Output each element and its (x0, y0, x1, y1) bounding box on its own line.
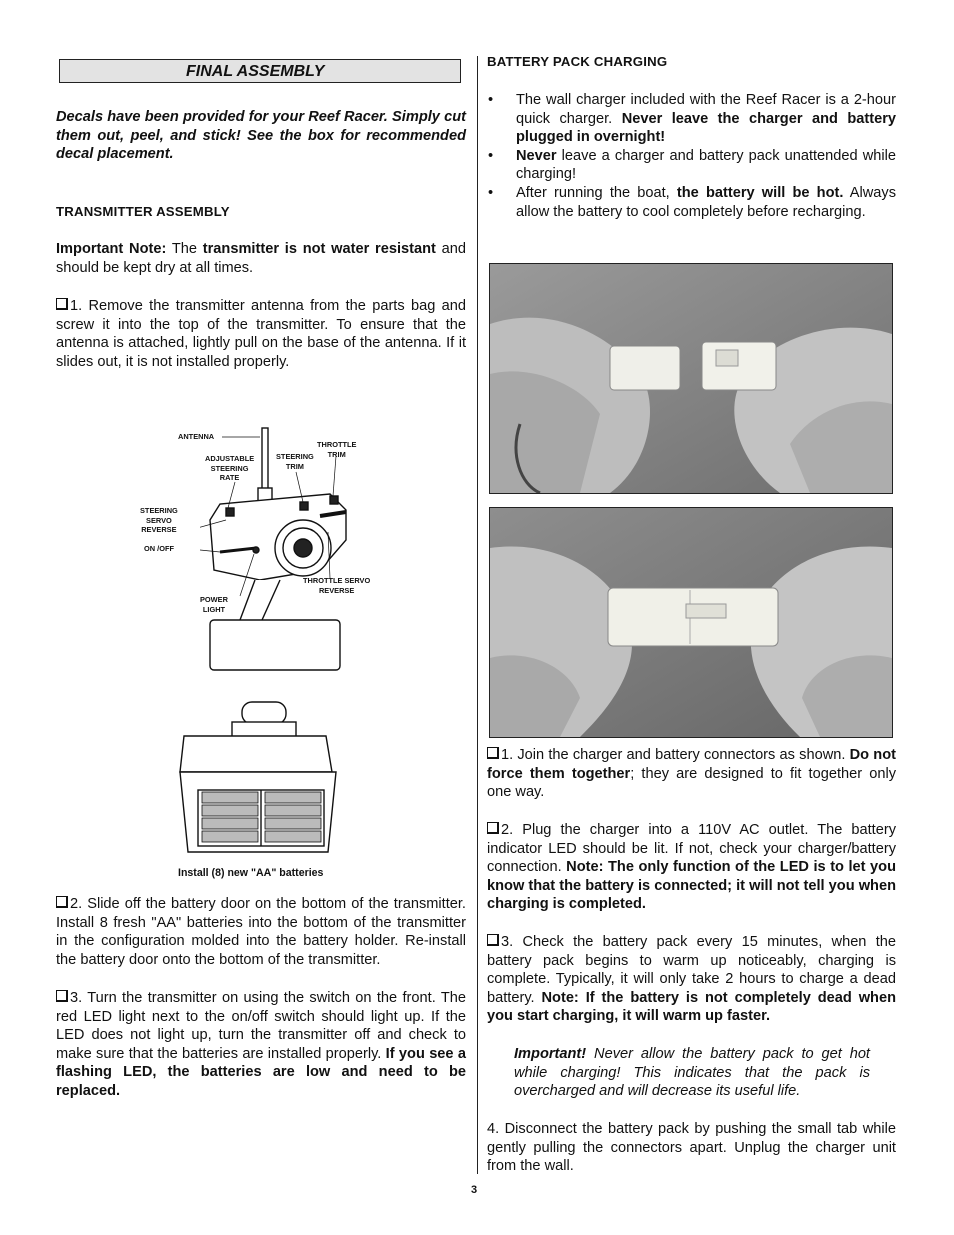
charging-heading: BATTERY PACK CHARGING (487, 54, 668, 69)
page-title: FINAL ASSEMBLY (186, 63, 325, 80)
transmitter-step-2 (56, 895, 466, 969)
checkbox-icon[interactable] (56, 298, 68, 310)
bullet-3-end: Always allow the battery to cool completely before recharging. (516, 184, 896, 220)
charging-step-1-bold: Do not force them together (487, 747, 896, 782)
label-adjustable-steering-rate: ADJUSTABLE STEERING RATE (205, 454, 255, 483)
important-text: Never allow the battery pack to get hot while charging! This indicates that the pack is overcharged and will decrease its useful life. (514, 1046, 870, 1100)
charging-bullets (487, 91, 896, 221)
photo-connectors-apart (489, 263, 893, 494)
note-label: Important Note: (56, 241, 167, 257)
bullet-3 (487, 184, 896, 221)
charging-step-3-bold: Note: If the battery is not completely dead when you start charging, it will warm up faster. (487, 989, 896, 1025)
transmitter-heading: TRANSMITTER ASSEMBLY (56, 204, 230, 219)
label-throttle-servo-reverse: THROTTLE SERVO REVERSE (303, 576, 371, 595)
bullet-1-text: The wall charger included with the Reef Racer is a 2-hour quick charger. (516, 92, 896, 127)
bullet-3-bold: the battery will be hot. (676, 184, 844, 201)
intro-text: Decals have been provided for your Reef Racer. Simply cut them out, peel, and stick! See the box for recommended decal placement. (56, 109, 466, 163)
step-3-bold: If you see a flashing LED, the batteries are low and need to be replaced. (56, 1045, 466, 1099)
label-antenna: ANTENNA (178, 432, 215, 441)
checkbox-icon[interactable] (56, 896, 68, 908)
checkbox-icon[interactable] (487, 822, 499, 834)
label-steering-servo-reverse: STEERING SERVO REVERSE (140, 506, 178, 535)
note-bold: transmitter is not water resistant (202, 241, 436, 257)
important-warning (514, 1045, 870, 1101)
step-1-text: 1. Remove the transmitter antenna from the parts bag and screw it into the top of the transmitter. To ensure that the antenna is attached, lightly pull on the base of the antenna. If it slides out, it is not installed properly. (56, 298, 466, 370)
charging-step-1 (487, 746, 896, 802)
transmitter-step-3 (56, 989, 466, 1101)
battery-caption: Install (8) new "AA" batteries (178, 867, 324, 879)
charging-step-3 (487, 933, 896, 1026)
charging-step-3-text: 3. Check the battery pack every 15 minutes, when the battery pack begins to warm up noticeably, charging is complete. Typically, it will only take 2 hours to charge a dead battery. (487, 934, 896, 1006)
important-note (56, 240, 466, 277)
charging-step-2-text: 2. Plug the charger into a 110V AC outlet. The battery indicator LED should be lit. If not, check your charger/battery connection. (487, 822, 896, 876)
photo-connectors-joined (489, 507, 893, 738)
charging-step-4: 4. Disconnect the battery pack by pushing the small tab while gently pulling the connectors apart. Unplug the charger unit from the wall. (487, 1121, 896, 1175)
bullet-2-bold: Never (516, 147, 557, 164)
step-3-text: 3. Turn the transmitter on using the switch on the front. The red LED light next to the on/off switch should light up. If the LED does not light up, turn the transmitter off and check to make sure that the batteries are installed properly. (56, 990, 466, 1062)
bullet-1-bold: Never leave the charger and battery plugged in overnight! (516, 110, 896, 146)
note-end: and should be kept dry at all times. (56, 241, 466, 276)
checkbox-icon[interactable] (56, 990, 68, 1002)
battery-compartment-diagram (176, 700, 340, 858)
checkbox-icon[interactable] (487, 934, 499, 946)
charging-step-1-text: 1. Join the charger and battery connectors as shown. (501, 747, 850, 763)
label-steering-trim: STEERING TRIM (276, 452, 314, 471)
transmitter-step-1 (56, 297, 466, 371)
important-label: Important! (514, 1046, 587, 1062)
label-throttle-trim: THROTTLE TRIM (317, 440, 357, 459)
bullet-3-text: After running the boat, (516, 184, 677, 201)
charging-step-2-bold: Note: The only function of the LED is to let you know that the battery is connected; it will not tell you when charging is completed. (487, 859, 896, 913)
charging-step-1-end: ; they are designed to fit together only one way. (487, 765, 896, 801)
note-mid: The (166, 241, 203, 257)
bullet-2 (487, 147, 896, 184)
label-on-off: ON /OFF (144, 544, 174, 553)
section-title-bar (59, 59, 461, 83)
column-divider (477, 56, 478, 1174)
checkbox-icon[interactable] (487, 747, 499, 759)
label-power-light: POWER LIGHT (200, 595, 228, 614)
page-number: 3 (471, 1184, 478, 1196)
bullet-2-text: leave a charger and battery pack unattended while charging! (516, 147, 896, 183)
charging-step-2 (487, 821, 896, 914)
step-2-text: 2. Slide off the battery door on the bottom of the transmitter. Install 8 fresh "AA" batteries into the bottom of the transmitter in the configuration molded into the battery holder. Re-install the battery door onto the bottom of the transmitter. (56, 896, 466, 968)
bullet-1 (487, 91, 896, 147)
